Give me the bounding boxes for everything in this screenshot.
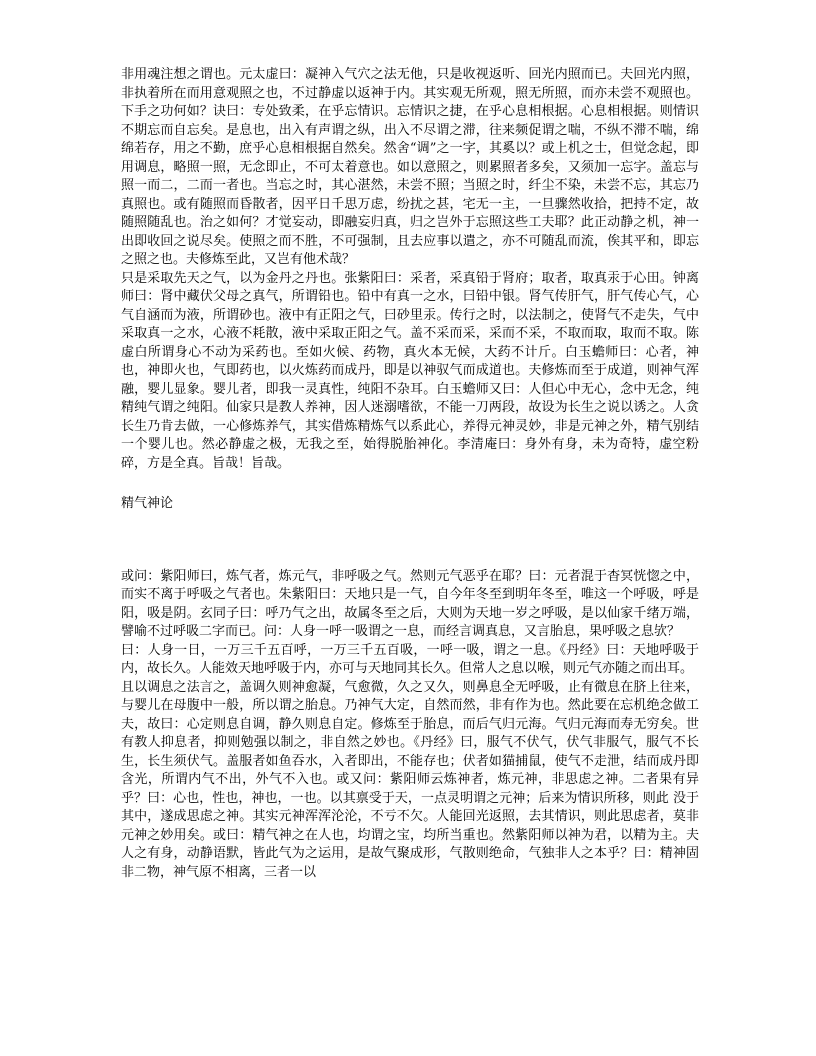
document-page (121, 66, 699, 882)
paragraph-breath-count: 曰：人身一日，一万三千五百呼，一万三千五百吸，一呼一吸，谓之一息。《丹经》曰：天地呼吸于内，故长久。人能效天地呼吸于内，亦可与天地同其长久。但常人之息以喉，则元气亦随之而出耳。 (121, 642, 699, 676)
section-spacer (121, 514, 699, 568)
paragraph-reflection-method: 非用魂注想之谓也。元太虚曰：凝神入气穴之法无他，只是收视返听、回光内照而已。夫回光内照，非执着所在而用意观照之也，不过静虚以返神于内。其实观无所观，照无所照，而亦未尝不观照也。下手之功何如？诀曰：专处致柔，在乎忘情识。忘情识之捷，在乎心息相根据。心息相根据。则情识不期忘而自忘矣。是息也，出入有声谓之纵，出入不尽谓之滞，往来频促谓之喘，不纵不滞不喘，绵绵若存，用之不勤，庶乎心息相根据自然矣。然舍“调”之一字，其奚以？或上机之士，但觉念起，即用调息，略照一照，无念即止，不可太着意也。如以意照之，则累照者多矣，又须加一忘字。盖忘与照一而二，二而一者也。当忘之时，其心湛然，未尝不照；当照之时，纤尘不染，未尝不忘，其忘乃真照也。或有随照而昏散者，因平日千思万虑，纷扰之甚，宅无一主，一旦骤然收拾，把持不定，故随照随乱也。治之如何？才觉妄动，即融妄归真，归之岂外于忘照这些工夫耶？此正动静之机，神一出即收回之说尽矣。使照之而不胜，不可强制，且去应事以遣之，亦不可随乱而流，俟其平和，即忘之照之也。夫修炼至此，又岂有他术哉？ (121, 67, 699, 267)
paragraph-gathering-qi: 只是采取先天之气，以为金丹之丹也。张紫阳曰：采者，采真铅于肾府；取者，取真汞于心田。钟离师曰：肾中藏伏父母之真气，所谓铅也。铅中有真一之水，曰铅中银。肾气传肝气，肝气传心气，心气自涵而为液，所谓砂也。液中有正阳之气，曰砂里汞。传行之时，以法制之，使肾气不走失，气中采取真一之水，心液不耗散，液中采取正阳之气。盖不采而采，采而不采，不取而取，取而不取。陈虚白所谓身心不动为采药也。至如火候、药物，真火本无候，大药不计斤。白玉蟾师曰：心者，神也，神即火也，气即药也，以火炼药而成丹，即是以神驭气而成道也。夫修炼而至于成道，则神气浑融，婴儿显象。婴儿者，即我一灵真性，纯阳不杂耳。白玉蟾师又曰：人但心中无心，念中无念，纯精纯气谓之纯阳。仙家只是教人养神，因人迷溺嗜欲，不能一刀两段，故设为长生之说以诱之。人贪长生乃肯去做，一心修炼养气，其实借炼精炼气以系此心，养得元神灵妙，非是元神之外，精气别结一个婴儿也。然必静虚之极，无我之至，始得脱胎神化。李清庵曰：身外有身，未为奇特，虚空粉碎，方是全真。旨哉！旨哉。 (121, 270, 699, 471)
paragraph-embryonic-breath: 且以调息之法言之，盖调久则神愈凝，气愈微，久之又久，则鼻息全无呼吸，止有微息在脐上往来，与婴儿在母腹中一般，所以谓之胎息。乃神气大定，自然而然，非有作为也。然此要在忘机绝念做工夫，故曰：心定则息自调，静久则息自定。修炼至于胎息，而后气归元海。气归元海而寿无穷矣。世有教人抑息者，抑则勉强以制之，非自然之妙也。《丹经》曰，服气不伏气，伏气非服气，服气不长生，长生须伏气。盖服者如鱼吞水，入者即出，不能存也；伏者如猫捕鼠，使气不走泄，结而成丹即含光，所谓内气不出，外气不入也。或又问：紫阳师云炼神者，炼元神，非思虑之神。二者果有异乎？曰：心也，性也，神也，一也。以其禀受于天，一点灵明谓之元神；后来为情识所移，则此 没于其中，遂成思虑之神。其实元神浑浑沦沦，不亏不欠。人能回光返照，去其情识，则此思虑者，莫非元神之妙用矣。或曰：精气神之在人也，均谓之宝，均所当重也。然紫阳师以神为君，以精为主。夫人之有身，动静语默，皆此气为之运用，是故气聚成形，气散则绝命，气独非人之本乎？曰：精神固非二物，神气原不相离，三者一以 (121, 679, 699, 880)
section-title: 精气神论 (121, 496, 174, 511)
paragraph-question-yuanqi: 或问：紫阳师曰，炼气者，炼元气，非呼吸之气。然则元气恶乎在耶？曰：元者混于杳冥恍惚之中，而实不离于呼吸之气者也。朱紫阳曰：天地只是一气，自今年冬至到明年冬至，唯这一个呼吸，呼是阳，吸是阴。玄同子曰：呼乃气之出，故属冬至之后，大则为天地一岁之呼吸，是以仙家千绪万端，譬喻不过呼吸二字而已。问：人身一呼一吸谓之一息，而经言调真息，又言胎息，果呼吸之息欤？ (121, 568, 699, 639)
